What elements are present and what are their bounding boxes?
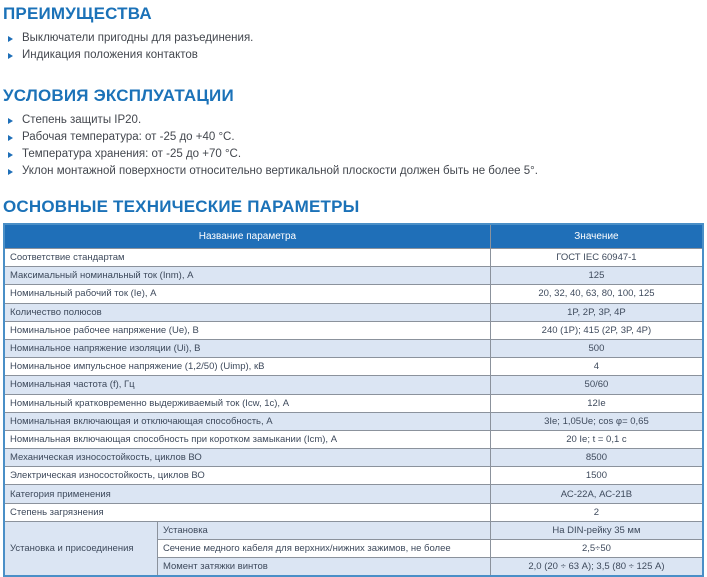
parameter-name: Количество полюсов	[4, 303, 490, 321]
parameter-name: Номинальное импульсное напряжение (1,2/50) (Uimp), кВ	[4, 358, 490, 376]
bullet-arrow-icon	[8, 53, 13, 59]
list-item	[3, 146, 704, 163]
parameter-value: 2,5÷50	[490, 540, 703, 558]
table-row	[4, 521, 703, 539]
parameter-name: Сечение медного кабеля для верхних/нижних зажимов, не более	[157, 540, 490, 558]
list-item	[3, 129, 704, 146]
bullet-arrow-icon	[8, 118, 13, 124]
table-row	[4, 394, 703, 412]
table-row	[4, 412, 703, 430]
bullet-text: Температура хранения: от -25 до +70 °С.	[22, 148, 242, 160]
bullet-text: Индикация положения контактов	[22, 49, 198, 61]
column-header-parameter: Название параметра	[4, 224, 490, 249]
parameter-name: Категория применения	[4, 485, 490, 503]
parameter-value: 1P, 2P, 3P, 4P	[490, 303, 703, 321]
bullet-arrow-icon	[8, 169, 13, 175]
table-row	[4, 339, 703, 357]
advantages-list	[3, 30, 704, 64]
table-row	[4, 321, 703, 339]
parameter-value: ГОСТ IEC 60947-1	[490, 249, 703, 267]
bullet-text: Выключатели пригодны для разъединения.	[22, 32, 254, 44]
parameter-name: Электрическая износостойкость, циклов ВО	[4, 467, 490, 485]
parameter-value: АС-22А, АС-21В	[490, 485, 703, 503]
section-advantages	[3, 4, 704, 64]
bullet-arrow-icon	[8, 152, 13, 158]
parameter-value: 12Ie	[490, 394, 703, 412]
parameter-name: Номинальный кратковременно выдерживаемый ток (Icw, 1с), А	[4, 394, 490, 412]
parameter-name: Установка	[157, 521, 490, 539]
table-row	[4, 503, 703, 521]
table-row	[4, 249, 703, 267]
section-operating-conditions	[3, 86, 704, 180]
parameter-value: 8500	[490, 449, 703, 467]
parameter-value: 500	[490, 339, 703, 357]
parameter-value: 3Ie; 1,05Ue; cos φ= 0,65	[490, 412, 703, 430]
parameter-value: 240 (1P); 415 (2P, 3P, 4P)	[490, 321, 703, 339]
table-row	[4, 285, 703, 303]
table-row	[4, 267, 703, 285]
parameter-value: 2	[490, 503, 703, 521]
table-row	[4, 430, 703, 448]
parameter-name: Максимальный номинальный ток (Inm), А	[4, 267, 490, 285]
parameter-name: Номинальное рабочее напряжение (Ue), В	[4, 321, 490, 339]
parameters-table	[3, 223, 704, 577]
parameter-name: Механическая износостойкость, циклов ВО	[4, 449, 490, 467]
parameter-name: Номинальная включающая и отключающая способность, А	[4, 412, 490, 430]
parameter-value: 20, 32, 40, 63, 80, 100, 125	[490, 285, 703, 303]
column-header-value: Значение	[490, 224, 703, 249]
parameters-heading: ОСНОВНЫЕ ТЕХНИЧЕСКИЕ ПАРАМЕТРЫ	[3, 197, 360, 216]
list-item	[3, 47, 704, 64]
parameter-name: Степень загрязнения	[4, 503, 490, 521]
bullet-text: Рабочая температура: от -25 до +40 °С.	[22, 131, 235, 143]
conditions-list	[3, 112, 704, 180]
bullet-arrow-icon	[8, 36, 13, 42]
parameter-name: Номинальный рабочий ток (Ie), А	[4, 285, 490, 303]
parameter-name: Соответствие стандартам	[4, 249, 490, 267]
conditions-heading: УСЛОВИЯ ЭКСПЛУАТАЦИИ	[3, 86, 234, 105]
bullet-arrow-icon	[8, 135, 13, 141]
group-label-installation: Установка и присоединения	[4, 521, 157, 576]
parameter-value: 2,0 (20 ÷ 63 А); 3,5 (80 ÷ 125 А)	[490, 558, 703, 577]
parameter-value: 4	[490, 358, 703, 376]
bullet-text: Степень защиты IP20.	[22, 114, 142, 126]
table-row	[4, 467, 703, 485]
table-row	[4, 303, 703, 321]
list-item	[3, 163, 704, 180]
table-row	[4, 485, 703, 503]
table-row	[4, 376, 703, 394]
list-item	[3, 30, 704, 47]
parameter-name: Номинальная включающая способность при коротком замыкании (Icm), А	[4, 430, 490, 448]
table-header-row	[4, 224, 703, 249]
list-item	[3, 112, 704, 129]
table-row	[4, 358, 703, 376]
section-technical-parameters	[3, 197, 704, 577]
parameter-value: 50/60	[490, 376, 703, 394]
parameter-value: 20 Ie; t = 0,1 с	[490, 430, 703, 448]
parameter-value: 1500	[490, 467, 703, 485]
parameter-name: Номинальное напряжение изоляции (Ui), В	[4, 339, 490, 357]
table-row	[4, 449, 703, 467]
advantages-heading: ПРЕИМУЩЕСТВА	[3, 4, 152, 23]
parameter-value: 125	[490, 267, 703, 285]
parameter-name: Момент затяжки винтов	[157, 558, 490, 577]
bullet-text: Уклон монтажной поверхности относительно вертикальной плоскости должен быть не более 5°.	[22, 165, 538, 177]
parameter-value: На DIN-рейку 35 мм	[490, 521, 703, 539]
parameter-name: Номинальная частота (f), Гц	[4, 376, 490, 394]
